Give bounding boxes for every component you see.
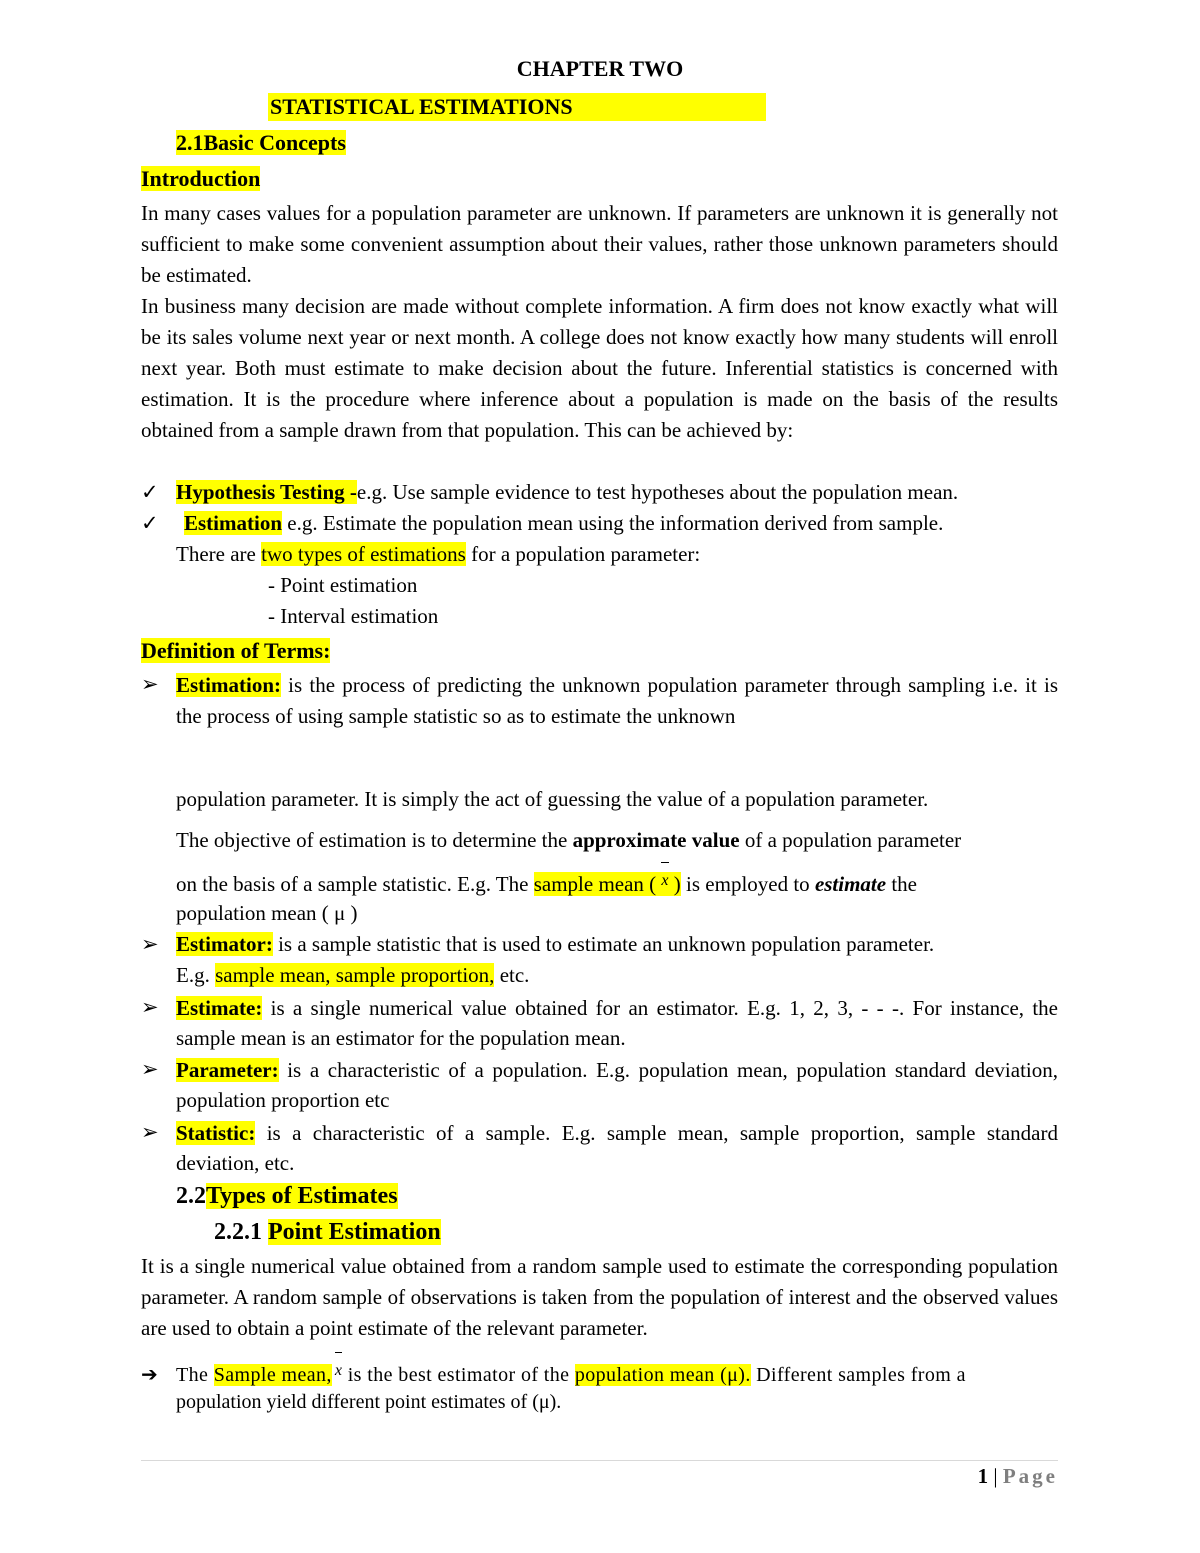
checkmark-icon: ✓ — [141, 480, 159, 504]
type-interval: - Interval estimation — [268, 604, 439, 628]
section-2-1-heading — [176, 129, 346, 157]
title-heading — [268, 93, 766, 121]
basis-estimate: estimate — [814, 872, 887, 896]
estimator-eg-post: etc. — [494, 963, 530, 987]
def-estimator-term: Estimator: — [176, 932, 273, 956]
section-2-2-1-heading — [214, 1217, 441, 1247]
x-bar-symbol: x — [335, 1357, 343, 1385]
checkmark-icon: ✓ — [141, 511, 159, 535]
section-2-2-1-number: 2.2.1 — [214, 1219, 268, 1245]
page-number: 1 — [977, 1464, 989, 1488]
def-estimate-term: Estimate: — [176, 996, 263, 1020]
arrowhead-bullet-icon: ➢ — [141, 672, 159, 696]
population-mean: population mean ( μ ) — [176, 901, 358, 925]
section-2-2-number: 2.2 — [176, 1183, 206, 1209]
sample-mean-text: Sample mean, — [213, 1364, 332, 1386]
def-estimation-cont: population parameter. It is simply the act of guessing the value of a population parameter. — [176, 787, 929, 811]
types-pre: There are — [176, 542, 262, 566]
arrow-pre: The — [176, 1364, 214, 1386]
estimator-eg-pre: E.g. — [176, 963, 216, 987]
basis-mid: is employed to — [680, 872, 815, 896]
def-estimation — [176, 670, 1058, 732]
footer-separator: | — [988, 1464, 1003, 1488]
arrowhead-bullet-icon: ➢ — [141, 1057, 159, 1081]
objective-pre: The objective of estimation is to determine the — [176, 828, 573, 852]
checklist-item-hypothesis — [141, 478, 958, 506]
def-statistic — [176, 1118, 1058, 1178]
hypothesis-term: Hypothesis Testing - — [176, 480, 357, 504]
x-bar-symbol: x — [661, 867, 668, 895]
def-statistic-term: Statistic: — [176, 1121, 256, 1145]
objective-bold: approximate value — [572, 828, 740, 852]
introduction-text: Introduction — [141, 166, 261, 191]
estimator-example — [176, 961, 529, 989]
def-estimate-text: is a single numerical value obtained for an estimator. E.g. 1, 2, 3, - - -. For instance, the sample mean is an estimator for the population mean. — [176, 996, 1058, 1050]
section-2-1-text: 2.1Basic Concepts — [176, 130, 346, 155]
population-mean-highlight: population mean (μ). — [574, 1364, 751, 1386]
objective-post: of a population parameter — [739, 828, 962, 852]
point-estimation-paragraph: It is a single numerical value obtained from a random sample used to estimate the corresponding population parameter. A random sample of observations is taken from the population of interest and the observed values are used to obtain a point estimate of the relevant parameter. — [141, 1254, 1058, 1340]
estimation-term: Estimation — [184, 511, 283, 535]
arrow-post: Different samples from a — [750, 1364, 966, 1386]
chapter-heading: CHAPTER TWO — [516, 56, 684, 81]
arrowhead-bullet-icon: ➢ — [141, 1120, 159, 1144]
checklist-item-estimation — [141, 509, 943, 537]
def-estimator-text: is a sample statistic that is used to estimate an unknown population parameter. — [272, 932, 935, 956]
arrowhead-bullet-icon: ➢ — [141, 995, 159, 1019]
basis-pre: on the basis of a sample statistic. E.g. The — [176, 872, 534, 896]
page-footer — [978, 1464, 1058, 1489]
def-estimation-text: is the process of predicting the unknown population parameter through sampling i.e. it is the process of using sample statistic so as to estimate the unknown — [176, 673, 1058, 728]
def-estimator — [176, 930, 934, 958]
estimation-text: e.g. Estimate the population mean using the information derived from sample. — [282, 511, 944, 535]
introduction-heading — [141, 165, 260, 193]
def-parameter — [176, 1055, 1058, 1115]
types-highlight: two types of estimations — [261, 542, 466, 566]
basis-hl-end: ) — [668, 872, 681, 896]
section-2-2-heading — [176, 1181, 398, 1211]
sample-mean-sentence-cont: population yield different point estimates of (μ). — [176, 1391, 562, 1413]
basis-hl-text: sample mean ( — [533, 872, 662, 896]
basis-highlight — [534, 872, 681, 896]
def-estimation-term: Estimation: — [176, 673, 281, 697]
basis-post: the — [886, 872, 917, 896]
def-statistic-text: is a characteristic of a sample. E.g. sample mean, sample proportion, sample standard deviation, etc. — [176, 1121, 1058, 1175]
section-2-2-1-title: Point Estimation — [268, 1219, 441, 1245]
section-2-2-title: Types of Estimates — [206, 1183, 398, 1209]
intro-paragraph-2: In business many decision are made without complete information. A firm does not know exactly what will be its sales volume next year or next month. A college does not know exactly how many students will enroll next year. Both must estimate to make decision about the future. Inferential statistics is concerned with estimation. It is the procedure where inference about a population is made on the basis of the results obtained from a sample drawn from that population. This can be achieved by: — [141, 294, 1058, 442]
def-estimate — [176, 993, 1058, 1053]
basis-sentence — [176, 867, 917, 898]
arrow-mid: is the best estimator of the — [342, 1364, 575, 1386]
title-text: STATISTICAL ESTIMATIONS — [268, 93, 766, 121]
footer-divider — [141, 1460, 1058, 1461]
estimator-eg-highlight: sample mean, sample proportion, — [215, 963, 495, 987]
intro-paragraph-1: In many cases values for a population parameter are unknown. If parameters are unknown it is generally not sufficient to make some convenient assumption about their values, rather those unknown parameters should be estimated. — [141, 201, 1058, 287]
objective-sentence — [176, 826, 961, 854]
sample-mean-highlight — [214, 1364, 332, 1386]
page-label: Page — [1002, 1464, 1058, 1488]
arrowhead-bullet-icon: ➢ — [141, 932, 159, 956]
sample-mean-sentence — [141, 1357, 966, 1389]
types-post: for a population parameter: — [465, 542, 701, 566]
def-parameter-text: is a characteristic of a population. E.g. population mean, population standard deviation, population proportion etc — [176, 1058, 1058, 1112]
types-sentence — [176, 540, 700, 568]
definitions-heading — [141, 637, 330, 665]
hypothesis-text: e.g. Use sample evidence to test hypotheses about the population mean. — [356, 480, 959, 504]
type-point: - Point estimation — [268, 573, 418, 597]
right-arrow-icon: ➔ — [141, 1364, 159, 1386]
def-parameter-term: Parameter: — [176, 1058, 279, 1082]
definitions-text: Definition of Terms: — [141, 638, 331, 663]
